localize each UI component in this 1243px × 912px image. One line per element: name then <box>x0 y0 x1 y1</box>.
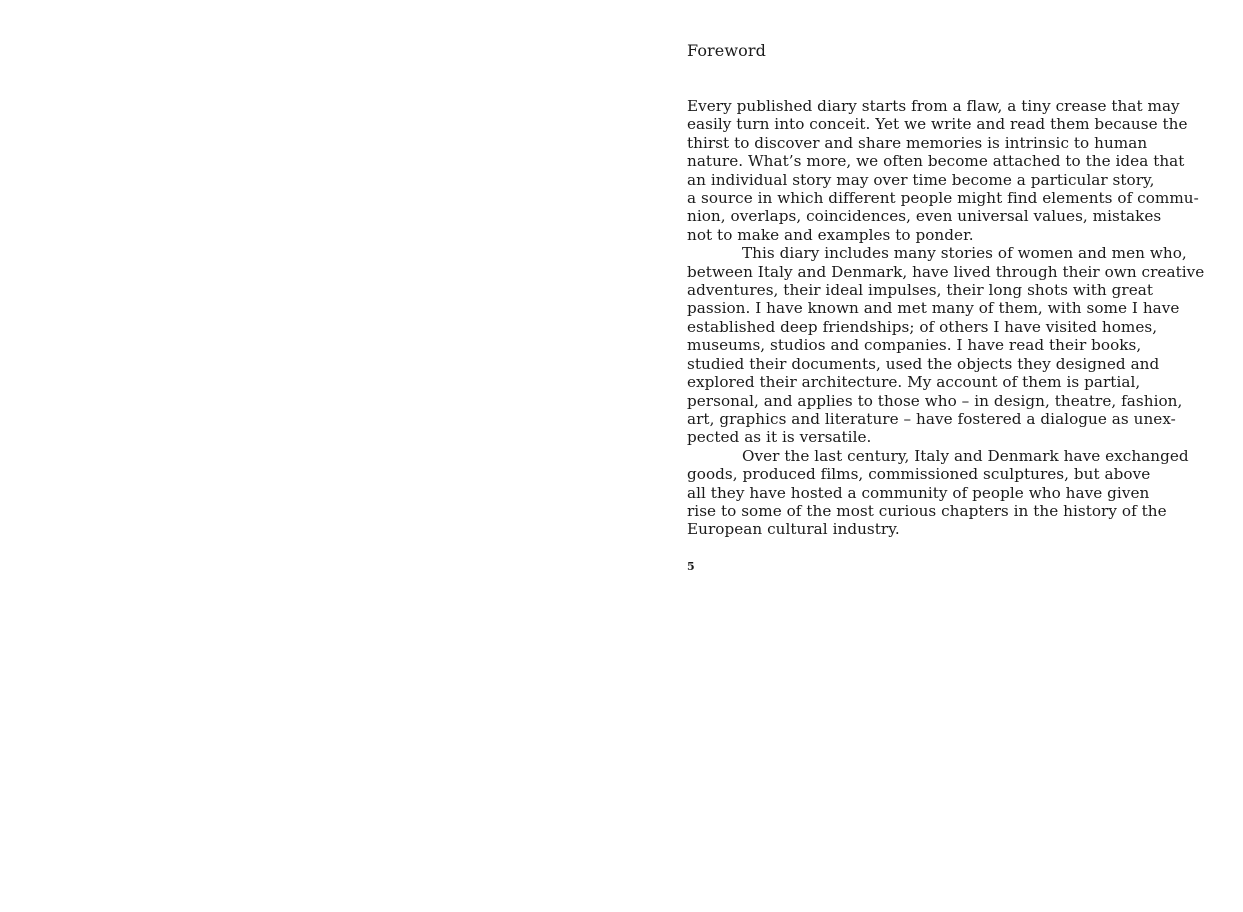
text-line: Every published diary starts from a flaw, a tiny crease that may <box>687 97 1180 115</box>
text-line: passion. I have known and met many of them, with some I have <box>687 299 1180 318</box>
paragraph-2-first-line: This diary includes many stories of women and men who, <box>742 244 1187 263</box>
text-line: easily turn into conceit. Yet we write and read them because the <box>687 115 1188 134</box>
left-page-blank <box>0 0 621 912</box>
text-line: not to make and examples to ponder. <box>687 225 974 244</box>
text-line: adventures, their ideal impulses, their long shots with great <box>687 281 1154 300</box>
text-line: an individual story may over time become a particular story, <box>687 170 1155 189</box>
text-line: rise to some of the most curious chapters in the history of the <box>687 501 1167 520</box>
text-line: a source in which different people might find elements of commu- <box>687 189 1199 208</box>
text-line: European cultural industry. <box>687 520 900 539</box>
text-line: nature. What’s more, we often become attached to the idea that <box>687 152 1185 171</box>
text-line: studied their documents, used the objects they designed and <box>687 354 1160 373</box>
text-line: art, graphics and literature – have fostered a dialogue as unex- <box>687 409 1176 428</box>
foreword-body <box>687 97 1212 539</box>
text-line: museums, studios and companies. I have read their books, <box>687 336 1142 355</box>
text-line: personal, and applies to those who – in design, theatre, fashion, <box>687 391 1183 410</box>
text-line: pected as it is versatile. <box>687 428 872 447</box>
text-line: established deep friendships; of others I have visited homes, <box>687 317 1158 336</box>
text-line: explored their architecture. My account of them is partial, <box>687 373 1141 392</box>
page-number: 5 <box>687 560 695 573</box>
text-line: goods, produced films, commissioned sculptures, but above <box>687 465 1151 484</box>
right-page <box>621 0 1243 912</box>
text-line: nion, overlaps, coincidences, even universal values, mistakes <box>687 207 1162 226</box>
text-line: thirst to discover and share memories is intrinsic to human <box>687 133 1148 152</box>
foreword-heading: Foreword <box>687 41 766 60</box>
text-line: between Italy and Denmark, have lived through their own creative <box>687 262 1205 281</box>
paragraph-3-first-line: Over the last century, Italy and Denmark have exchanged <box>742 446 1189 465</box>
text-line: all they have hosted a community of people who have given <box>687 483 1150 502</box>
